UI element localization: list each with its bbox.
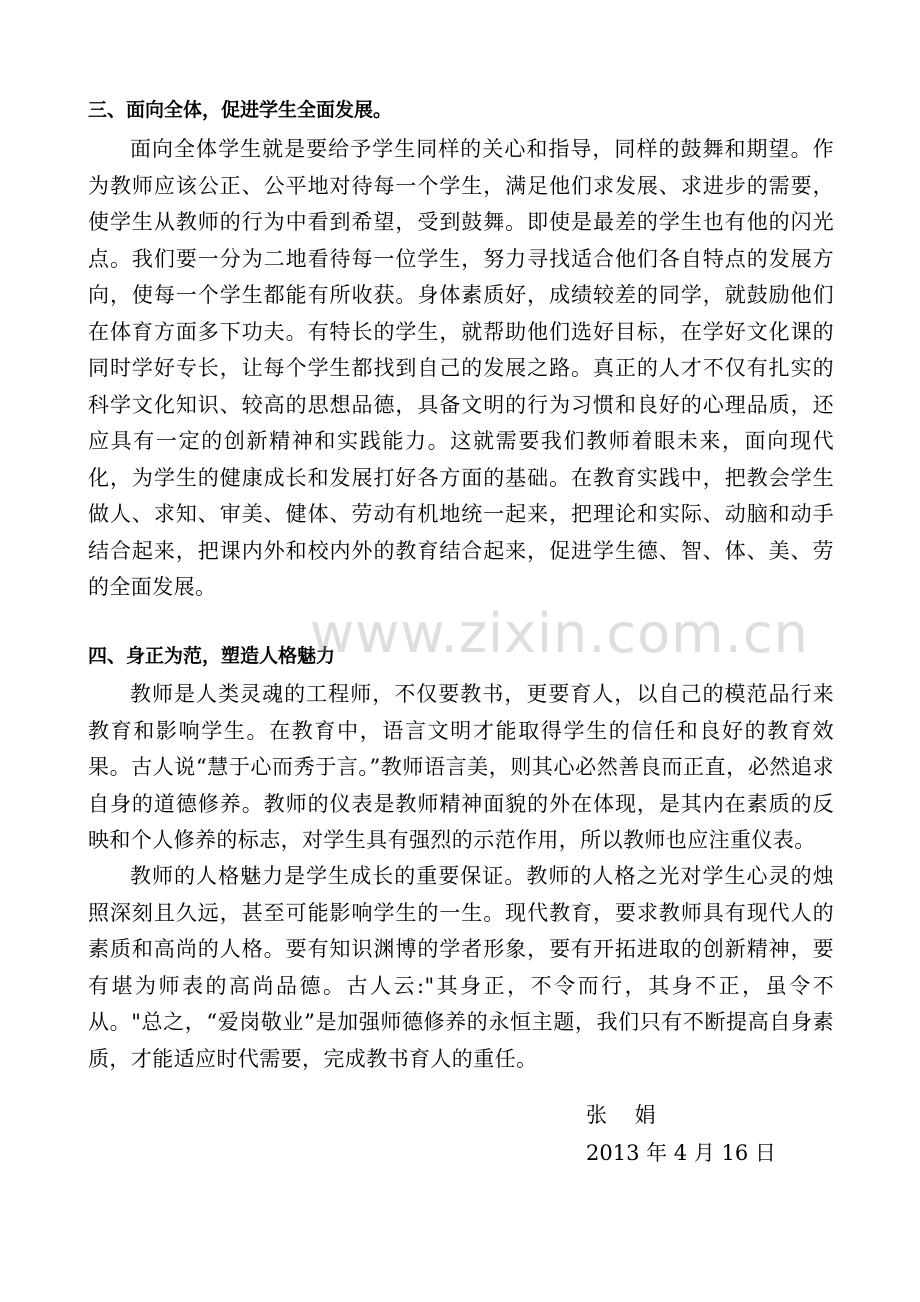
section-4-heading: 四、身正为范，塑造人格魅力 xyxy=(88,645,336,667)
signature-name: 张 娟 xyxy=(586,1103,656,1127)
section-4-paragraph-2: 教师的人格魅力是学生成长的重要保证。教师的人格之光对学生心灵的烛照深刻且久远，甚至可能影响学生的一生。现代教育，要求教师具有现代人的素质和高尚的人格。要有知识渊博的学者形象，要有开拓进取的创新精神，要有堪为师表的高尚品德。古人云:"其身正，不令而行，其身不正，虽令不从。"总之，“爱岗敬业”是加强师德修养的永恒主题，我们只有不断提高自身素质，才能适应时代需要，完成教书育人的重任。 xyxy=(88,864,834,1071)
section-3-paragraph: 面向全体学生就是要给予学生同样的关心和指导，同样的鼓舞和期望。作为教师应该公正、公平地对待每一个学生，满足他们求发展、求进步的需要，使学生从教师的行为中看到希望，受到鼓舞。即使是最差的学生也有他的闪光点。我们要一分为二地看待每一位学生，努力寻找适合他们各自特点的发展方向，使每一个学生都能有所收获。身体素质好，成绩较差的同学，就鼓励他们在体育方面多下功夫。有特长的学生，就帮助他们选好目标，在学好文化课的同时学好专长，让每个学生都找到自己的发展之路。真正的人才不仅有扎实的科学文化知识、较高的思想品德，具备文明的行为习惯和良好的心理品质，还应具有一定的创新精神和实践能力。这就需要我们教师着眼未来，面向现代化，为学生的健康成长和发展打好各方面的基础。在教育实践中，把教会学生做人、求知、审美、健体、劳动有机地统一起来，把理论和实际、动脑和动手结合起来，把课内外和校内外的教育结合起来，促进学生德、智、体、美、劳的全面发展。 xyxy=(88,137,834,599)
signature-date: 2013 年 4 月 16 日 xyxy=(586,1141,776,1165)
section-3-heading: 三、面向全体，促进学生全面发展。 xyxy=(88,99,393,121)
section-4-paragraph-1: 教师是人类灵魂的工程师，不仅要教书，更要育人，以自己的模范品行来教育和影响学生。在教育中，语言文明才能取得学生的信任和良好的教育效果。古人说“慧于心而秀于言。”教师语言美，则其心必然善良而正直，必然追求自身的道德修养。教师的仪表是教师精神面貌的外在体现，是其内在素质的反映和个人修养的标志，对学生具有强烈的示范作用，所以教师也应注重仪表。 xyxy=(88,682,834,852)
watermark: www.zixin.com.cn xyxy=(310,602,809,665)
